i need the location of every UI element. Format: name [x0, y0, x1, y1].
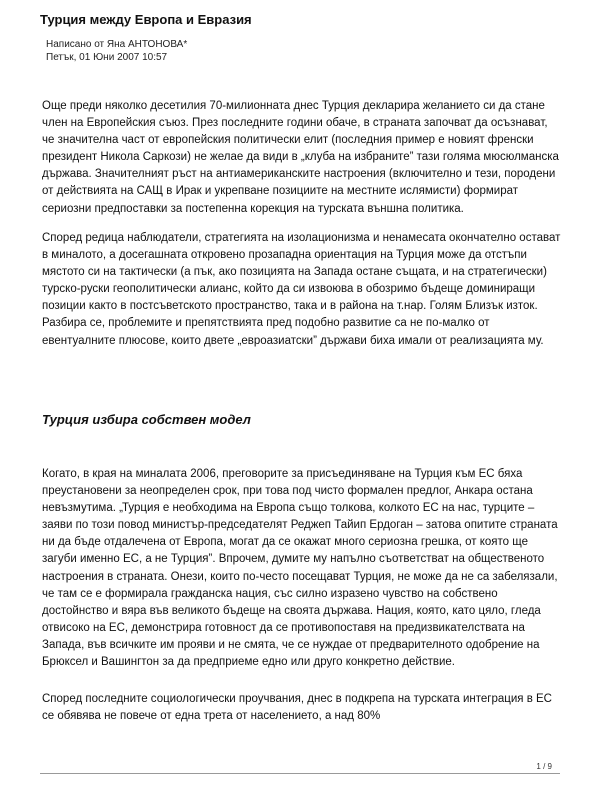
footer-divider: [40, 773, 560, 774]
page-indicator: 1 / 9: [536, 762, 552, 771]
article-meta: [46, 38, 187, 64]
paragraph-1: Още преди няколко десетилия 70-милионната днес Турция декларира желанието си да стане член на Европейския съюз. През последните години обаче, в страната започват да осъзнават, че значителна част от европейския политически елит (последния пример е новият френски президент Никола Саркози) не желае да види в „клуба на избраните” тази голяма мюсюлманска държава. Значителният ръст на антиамериканските настроения (включително и тези, породени от действията на САЩ в Ирак и укрепване позициите на местните ислямисти) формират сериозни предпоставки за постепенна корекция на турската външна политика.: [42, 100, 559, 215]
paragraph-2: Според редица наблюдатели, стратегията на изолационизма и ненамесата окончателно остават в миналото, а досегашната откровено прозападна ориентация на Турция може да отстъпи мястото си на тактически (а пък, ако позицията на Запада остане същата, и на стратегически) турско-руски геополитически алианс, който да си извоюва в обозримо бъдеще доминиращи позиции както в постсъветското пространство, така и в района на т.нар. Голям Близък изток. Разбира се, проблемите и препятствията пред подобно развитие са не по-малко от евентуалните плюсове, които двете „евроазиатски” държави биха имали от реализацията му.: [42, 232, 561, 347]
article-title: Турция между Европа и Евразия: [40, 12, 252, 27]
section-subheading: Турция избира собствен модел: [42, 412, 251, 427]
paragraph-4: Според последните социологически проучвания, днес в подкрепа на турската интеграция в ЕС се обявява не повече от една трета от населението, а над 80%: [42, 693, 552, 723]
date-line: Петък, 01 Юни 2007 10:57: [46, 52, 168, 63]
author-line: Написано от Яна АНТОНОВА*: [46, 39, 188, 50]
paragraph-3: Когато, в края на миналата 2006, преговорите за присъединяване на Турция към ЕС бяха преустановени за неопределен срок, при това под чисто формален предлог, Анкара остана невъзмутима. „Турция е необходима на Европа също толкова, колкото ЕС на нас, турците – заяви по този повод министър-председателят Реджеп Тайип Ердоган – затова опитите страната ни да бъде отдалечена от Европа, могат да се окажат много сериозна грешка, от която ще загуби именно ЕС, а не Турция”. Впрочем, думите му напълно съответстват на общественото настроения в страната. Онези, които по-често посещават Турция, не може да не са забелязали, че там се е формирала гражданска нация, със силно изразено чувство на собствено достойнство и вяра във великото бъдеще на своята държава. Нация, която, като цяло, гледа отвисоко на ЕС, демонстрира готовност да се противопоставя на предизвикателствата на Запада, във всичките им прояви и не смята, че се нуждае от предварителното одобрение на Брюксел и Вашингтон за да предприеме едно или друго конкретно действие.: [42, 468, 558, 669]
